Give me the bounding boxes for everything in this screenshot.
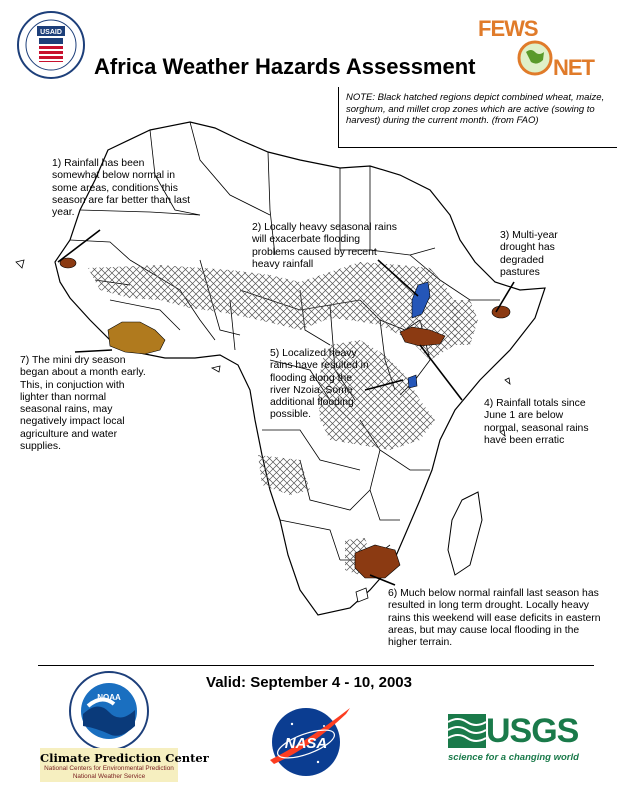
annotation-5: 5) Localized heavy rains have resulted in flooding along the river Nzoia. Some additional flooding possible. [270, 348, 369, 421]
fews-logo-top: FEWS [478, 16, 538, 41]
svg-text:NASA: NASA [284, 735, 328, 752]
noaa-logo [68, 670, 150, 752]
annotation-4: 4) Rainfall totals since June 1 are below normal, seasonal rains have been erratic [484, 398, 589, 446]
cpc-logo [40, 748, 209, 782]
cpc-title: Climate Prediction Center [40, 751, 209, 765]
usgs-logo: USGS [486, 712, 579, 750]
cpc-line1: National Centers for Environmental Prediction [44, 765, 174, 772]
fews-logo-bottom: NET [553, 55, 594, 80]
usgs-tagline: science for a changing world [448, 752, 579, 763]
annotation-6: 6) Much below normal rainfall last season has resulted in long term drought. Locally heavy rains this weekend will ease deficits in eastern areas, but may cause local flooding in the higher terrain. [388, 588, 601, 649]
annotation-7: 7) The mini dry season began about a month early. This, in conjuction with lighter than normal seasonal rains, may negatively impact local agriculture and water supplies. [20, 355, 146, 453]
annotation-1: 1) Rainfall has been somewhat below normal in some areas, conditions this season are far better than last year. [52, 158, 191, 219]
nasa-logo [262, 702, 354, 782]
hazard-drought-somalia [492, 306, 510, 318]
island-outline [505, 378, 510, 384]
usgs-wave-icon [448, 714, 486, 748]
note-text: NOTE: Black hatched regions depict combined wheat, maize, sorghum, and millet crop zones which are active (sowing to harvest) during the current month. (from FAO) [346, 92, 605, 126]
footer-divider [38, 665, 594, 666]
madagascar-outline [448, 492, 482, 575]
island-outline [16, 260, 24, 268]
cpc-line2: National Weather Service [72, 772, 146, 780]
svg-text:NOAA: NOAA [97, 693, 121, 702]
annotation-3: 3) Multi-year drought has degraded pastures [500, 230, 558, 278]
island-outline [212, 366, 220, 372]
svg-text:USAID: USAID [40, 29, 62, 36]
annotation-2: 2) Locally heavy seasonal rains will exacerbate flooding problems caused by recent heavy rainfall [252, 222, 397, 270]
valid-dates: Valid: September 4 - 10, 2003 [206, 674, 412, 691]
page-title: Africa Weather Hazards Assessment [94, 54, 476, 79]
